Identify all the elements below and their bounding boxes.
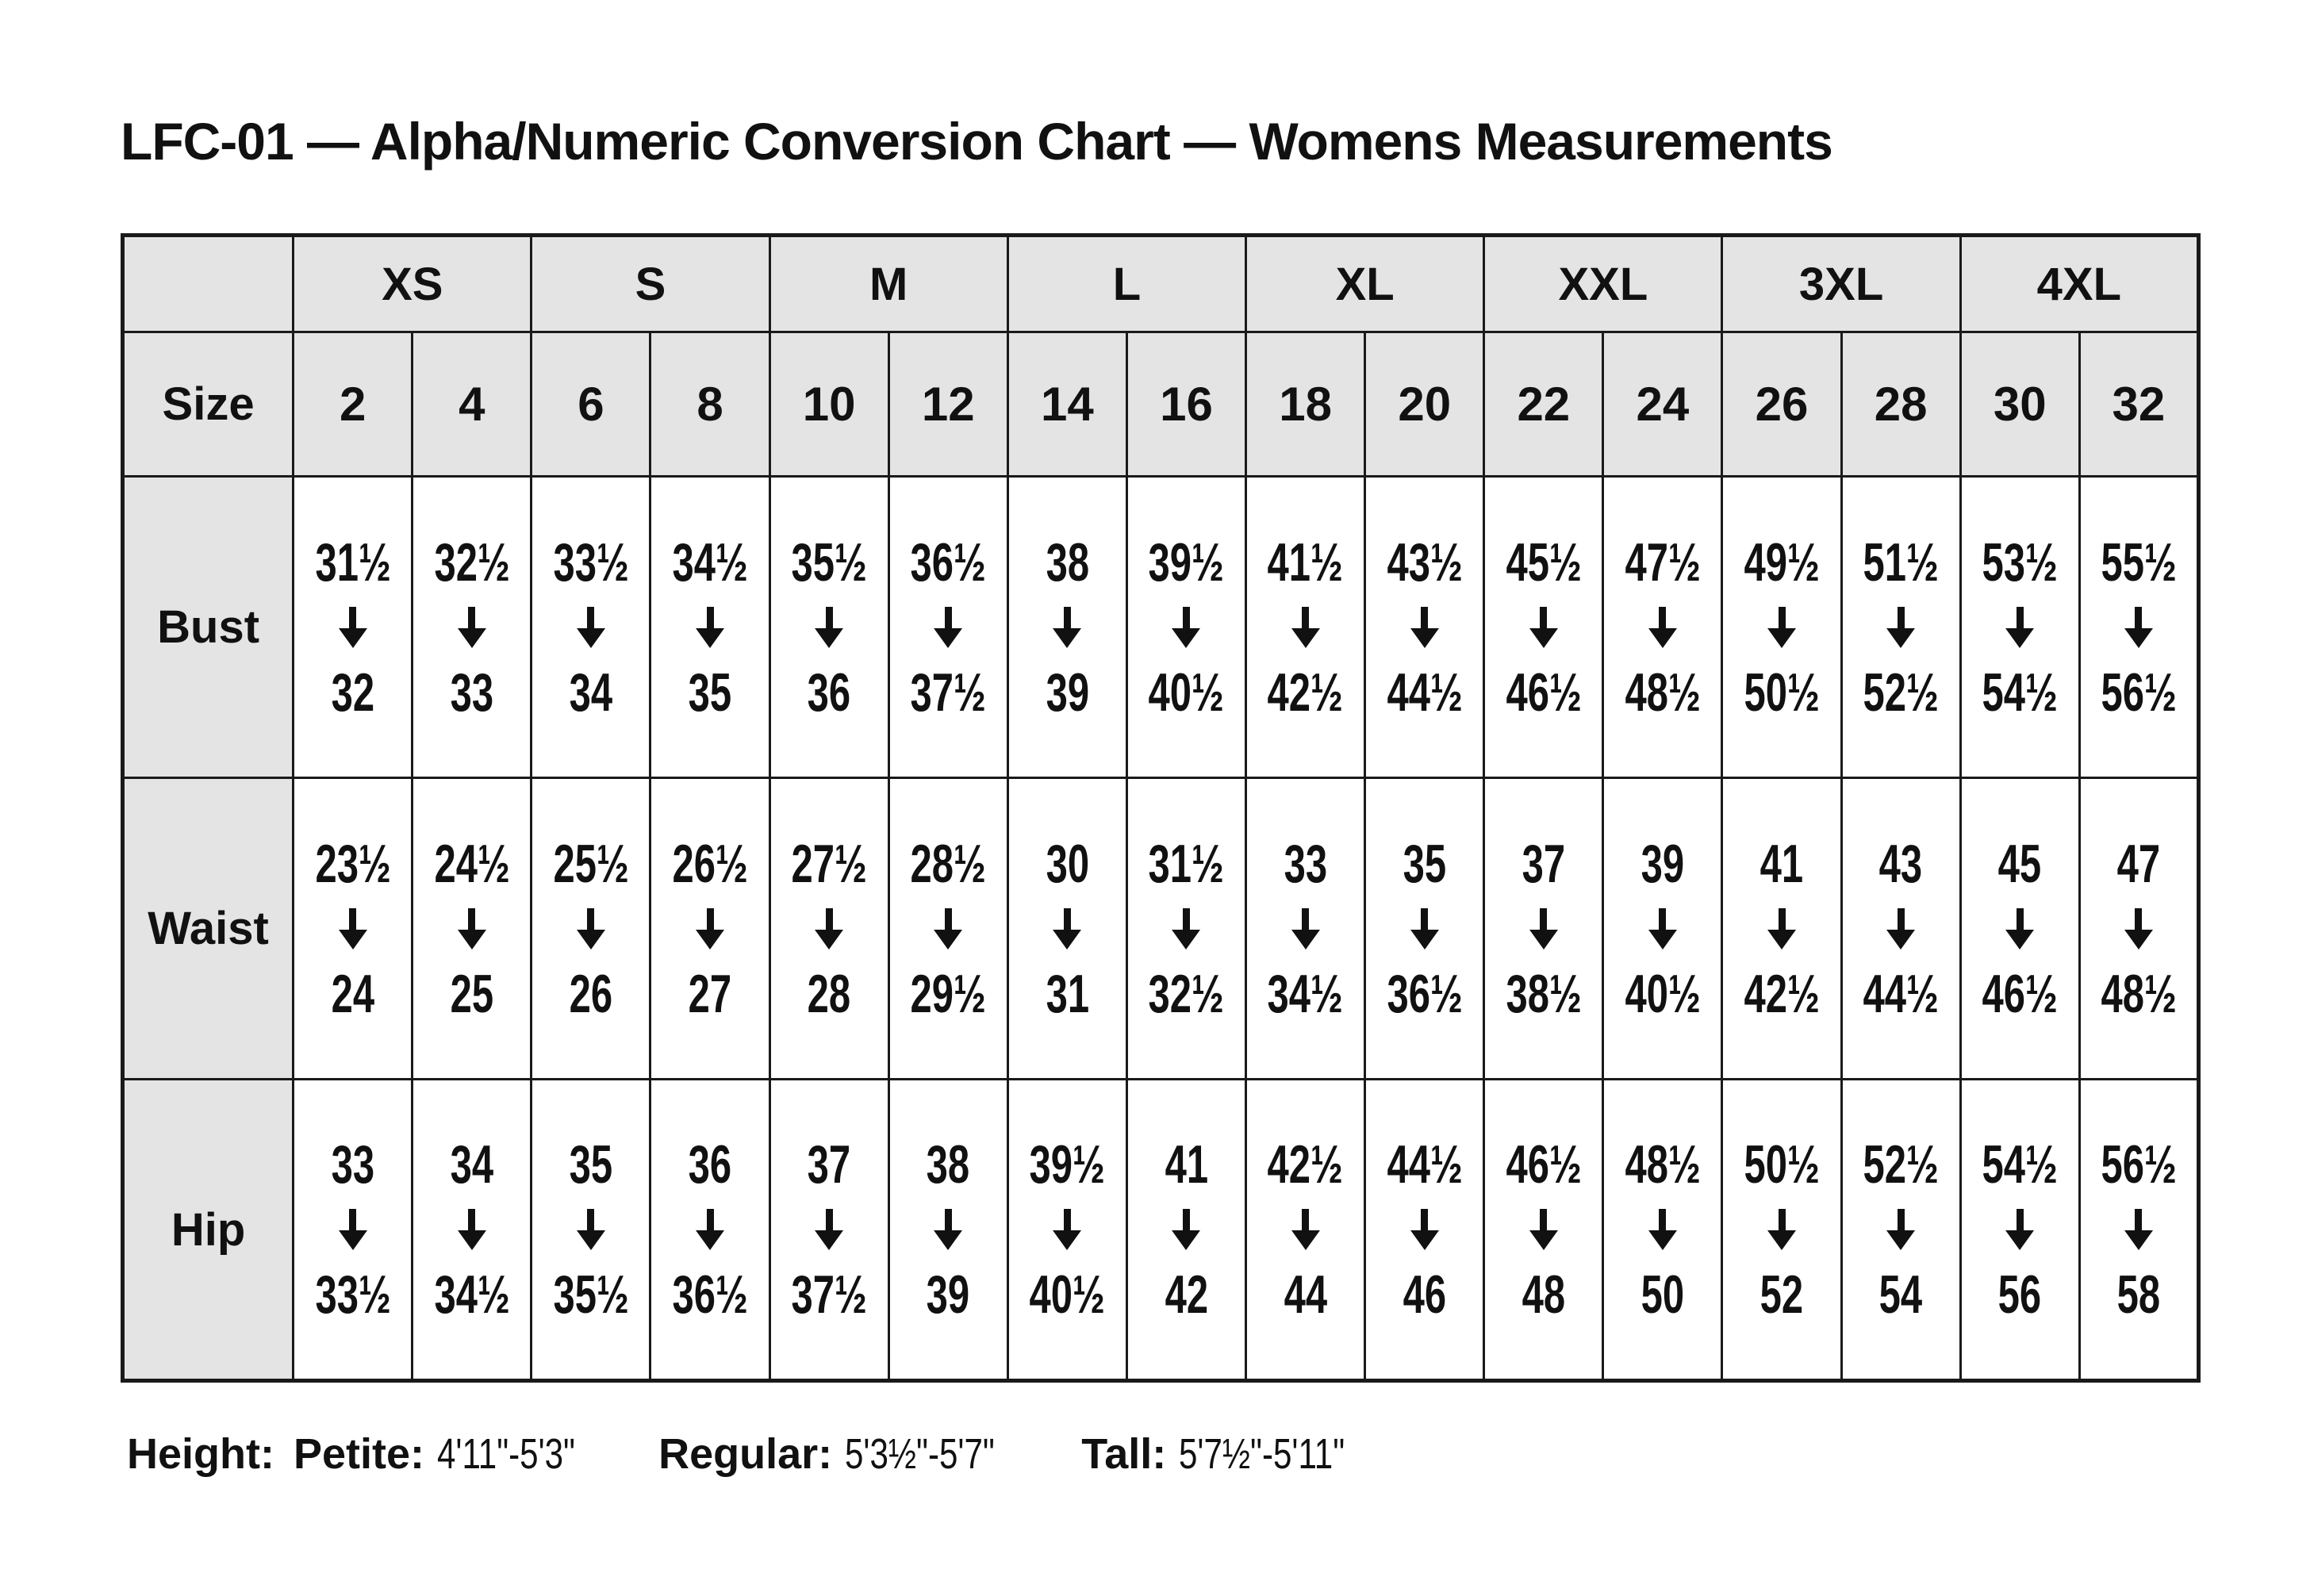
range-stack	[413, 531, 530, 723]
range-stack	[2081, 833, 2197, 1024]
range-to: 42½	[1267, 662, 1344, 723]
range-stack	[890, 531, 1007, 723]
cell-hip-18	[1246, 1080, 1365, 1381]
range-to: 50½	[1744, 662, 1820, 723]
cell-hip-28	[1841, 1080, 1960, 1381]
range-to: 28	[807, 963, 851, 1024]
range-stack	[1009, 531, 1126, 723]
numeric-size-header-14: 14	[1007, 332, 1126, 477]
range-from: 25½	[553, 833, 629, 894]
alpha-size-header-3xl: 3XL	[1722, 236, 1960, 332]
down-arrow-icon	[1886, 607, 1915, 648]
range-to: 37½	[910, 662, 986, 723]
range-from: 37	[1522, 833, 1566, 894]
down-arrow-icon	[1648, 607, 1677, 648]
range-from: 33	[1284, 833, 1327, 894]
numeric-size-header-row	[123, 332, 2199, 477]
numeric-size-header-8: 8	[650, 332, 769, 477]
range-stack	[1009, 1134, 1126, 1325]
range-stack	[771, 833, 888, 1024]
cell-waist-2	[294, 778, 413, 1080]
numeric-size-header-16: 16	[1126, 332, 1245, 477]
conversion-table	[121, 233, 2201, 1383]
range-from: 35	[569, 1134, 613, 1195]
range-stack	[771, 531, 888, 723]
cell-waist-12	[888, 778, 1007, 1080]
cell-hip-20	[1365, 1080, 1484, 1381]
range-stack	[1962, 833, 2078, 1024]
range-to: 36	[807, 662, 851, 723]
down-arrow-icon	[1529, 607, 1558, 648]
range-from: 33	[331, 1134, 374, 1195]
height-tall-segment	[1081, 1429, 1391, 1479]
range-to: 46½	[1506, 662, 1582, 723]
range-stack	[1604, 833, 1721, 1024]
down-arrow-icon	[577, 908, 605, 950]
range-from: 41	[1165, 1134, 1208, 1195]
cell-waist-10	[769, 778, 888, 1080]
range-to: 56½	[2101, 662, 2177, 723]
range-to: 33½	[315, 1264, 391, 1325]
cell-waist-20	[1365, 778, 1484, 1080]
range-to: 26	[569, 963, 613, 1024]
range-to: 46	[1403, 1264, 1446, 1325]
range-stack	[2081, 531, 2197, 723]
cell-waist-4	[413, 778, 531, 1080]
cell-hip-2	[294, 1080, 413, 1381]
range-stack	[651, 1134, 768, 1325]
down-arrow-icon	[1529, 1209, 1558, 1250]
range-to: 37½	[791, 1264, 867, 1325]
cell-bust-20	[1365, 477, 1484, 778]
range-from: 39½	[1148, 531, 1225, 593]
cell-bust-18	[1246, 477, 1365, 778]
range-stack	[1485, 531, 1602, 723]
height-petite-segment	[294, 1429, 614, 1479]
range-stack	[1485, 833, 1602, 1024]
range-from: 39	[1641, 833, 1685, 894]
range-to: 39	[927, 1264, 970, 1325]
range-from: 23½	[315, 833, 391, 894]
numeric-size-header-2: 2	[294, 332, 413, 477]
range-stack	[2081, 1134, 2197, 1325]
height-note	[127, 1429, 1391, 1479]
range-from: 49½	[1744, 531, 1820, 593]
petite-label: Petite:	[293, 1430, 425, 1478]
cell-waist-16	[1126, 778, 1245, 1080]
cell-hip-10	[769, 1080, 888, 1381]
down-arrow-icon	[1648, 908, 1677, 950]
cell-waist-22	[1484, 778, 1603, 1080]
numeric-size-header-10: 10	[769, 332, 888, 477]
down-arrow-icon	[339, 908, 367, 950]
down-arrow-icon	[577, 1209, 605, 1250]
cell-bust-16	[1126, 477, 1245, 778]
down-arrow-icon	[696, 1209, 724, 1250]
cell-waist-6	[531, 778, 650, 1080]
down-arrow-icon	[696, 607, 724, 648]
down-arrow-icon	[1410, 1209, 1439, 1250]
range-from: 45½	[1506, 531, 1582, 593]
down-arrow-icon	[1053, 607, 1081, 648]
alpha-size-header-4xl: 4XL	[1960, 236, 2198, 332]
range-from: 45	[1998, 833, 2042, 894]
range-from: 41½	[1267, 531, 1344, 593]
range-to: 50	[1641, 1264, 1685, 1325]
down-arrow-icon	[934, 1209, 962, 1250]
numeric-size-header-24: 24	[1603, 332, 1722, 477]
down-arrow-icon	[1410, 908, 1439, 950]
cell-hip-16	[1126, 1080, 1245, 1381]
range-stack	[532, 531, 649, 723]
cell-waist-26	[1722, 778, 1841, 1080]
down-arrow-icon	[2124, 908, 2153, 950]
range-stack	[413, 833, 530, 1024]
range-stack	[1247, 531, 1364, 723]
range-from: 43½	[1387, 531, 1463, 593]
down-arrow-icon	[1291, 1209, 1320, 1250]
range-from: 47½	[1625, 531, 1701, 593]
cell-bust-14	[1007, 477, 1126, 778]
range-to: 33	[450, 662, 494, 723]
range-to: 42	[1165, 1264, 1208, 1325]
range-stack	[1843, 833, 1959, 1024]
range-to: 48½	[2101, 963, 2177, 1024]
range-to: 32½	[1148, 963, 1225, 1024]
cell-bust-32	[2079, 477, 2198, 778]
measurement-row-hip	[123, 1080, 2199, 1381]
range-from: 31½	[1148, 833, 1225, 894]
range-from: 36½	[910, 531, 986, 593]
numeric-size-header-30: 30	[1960, 332, 2079, 477]
cell-hip-6	[531, 1080, 650, 1381]
range-to: 42½	[1744, 963, 1820, 1024]
down-arrow-icon	[1767, 908, 1796, 950]
range-to: 34½	[434, 1264, 510, 1325]
cell-bust-30	[1960, 477, 2079, 778]
range-to: 46½	[1982, 963, 2058, 1024]
down-arrow-icon	[2005, 1209, 2034, 1250]
down-arrow-icon	[458, 607, 486, 648]
range-from: 48½	[1625, 1134, 1701, 1195]
range-to: 38½	[1506, 963, 1582, 1024]
range-stack	[1962, 531, 2078, 723]
range-to: 52	[1759, 1264, 1804, 1325]
range-from: 41	[1759, 833, 1804, 894]
measurement-row-bust	[123, 477, 2199, 778]
range-from: 32½	[434, 531, 510, 593]
range-stack	[1247, 1134, 1364, 1325]
down-arrow-icon	[934, 908, 962, 950]
down-arrow-icon	[1172, 908, 1200, 950]
range-stack	[1247, 833, 1364, 1024]
range-stack	[1128, 1134, 1245, 1325]
numeric-size-header-22: 22	[1484, 332, 1603, 477]
down-arrow-icon	[458, 908, 486, 950]
tall-range: 5'7½"-5'11"	[1179, 1430, 1345, 1478]
cell-bust-4	[413, 477, 531, 778]
numeric-size-header-6: 6	[531, 332, 650, 477]
range-from: 27½	[791, 833, 867, 894]
range-stack	[1723, 531, 1840, 723]
range-stack	[1723, 1134, 1840, 1325]
range-stack	[771, 1134, 888, 1325]
range-to: 35½	[553, 1264, 629, 1325]
cell-waist-14	[1007, 778, 1126, 1080]
range-from: 55½	[2101, 531, 2177, 593]
range-to: 35	[688, 662, 732, 723]
numeric-size-header-32: 32	[2079, 332, 2198, 477]
range-to: 58	[2116, 1264, 2161, 1325]
corner-cell	[123, 236, 294, 332]
page-title: LFC-01 — Alpha/Numeric Conversion Chart — Womens Measurements	[121, 112, 1832, 171]
range-from: 38	[1046, 531, 1089, 593]
range-to: 40½	[1029, 1264, 1106, 1325]
down-arrow-icon	[1172, 607, 1200, 648]
tall-label: Tall:	[1081, 1430, 1167, 1478]
range-stack	[1723, 833, 1840, 1024]
range-from: 26½	[672, 833, 748, 894]
down-arrow-icon	[1172, 1209, 1200, 1250]
range-to: 29½	[910, 963, 986, 1024]
range-to: 52½	[1863, 662, 1939, 723]
range-stack	[532, 833, 649, 1024]
range-stack	[294, 1134, 411, 1325]
down-arrow-icon	[339, 1209, 367, 1250]
range-stack	[413, 1134, 530, 1325]
down-arrow-icon	[1291, 908, 1320, 950]
cell-hip-32	[2079, 1080, 2198, 1381]
alpha-size-header-xxl: XXL	[1484, 236, 1722, 332]
cell-bust-10	[769, 477, 888, 778]
down-arrow-icon	[696, 908, 724, 950]
cell-bust-24	[1603, 477, 1722, 778]
cell-waist-28	[1841, 778, 1960, 1080]
down-arrow-icon	[1886, 1209, 1915, 1250]
cell-waist-30	[1960, 778, 2079, 1080]
range-to: 36½	[672, 1264, 748, 1325]
range-to: 44	[1284, 1264, 1327, 1325]
range-from: 39½	[1029, 1134, 1106, 1195]
range-to: 24	[331, 963, 374, 1024]
down-arrow-icon	[1767, 1209, 1796, 1250]
alpha-size-header-l: L	[1007, 236, 1245, 332]
numeric-size-header-12: 12	[888, 332, 1007, 477]
down-arrow-icon	[815, 908, 843, 950]
down-arrow-icon	[458, 1209, 486, 1250]
range-stack	[294, 833, 411, 1024]
range-from: 34	[450, 1134, 494, 1195]
range-stack	[1485, 1134, 1602, 1325]
range-stack	[1128, 531, 1245, 723]
numeric-size-header-18: 18	[1246, 332, 1365, 477]
down-arrow-icon	[1053, 908, 1081, 950]
numeric-size-header-26: 26	[1722, 332, 1841, 477]
cell-hip-12	[888, 1080, 1007, 1381]
range-to: 25	[450, 963, 494, 1024]
down-arrow-icon	[1767, 607, 1796, 648]
down-arrow-icon	[1886, 908, 1915, 950]
down-arrow-icon	[815, 1209, 843, 1250]
range-stack	[890, 1134, 1007, 1325]
range-to: 31	[1046, 963, 1089, 1024]
petite-range: 4'11"-5'3"	[437, 1430, 576, 1478]
range-from: 34½	[672, 531, 748, 593]
down-arrow-icon	[2005, 908, 2034, 950]
range-to: 32	[331, 662, 374, 723]
cell-bust-26	[1722, 477, 1841, 778]
cell-waist-18	[1246, 778, 1365, 1080]
range-from: 35	[1403, 833, 1446, 894]
range-to: 48	[1522, 1264, 1566, 1325]
range-from: 28½	[910, 833, 986, 894]
range-to: 48½	[1625, 662, 1701, 723]
row-label-waist: Waist	[123, 778, 294, 1080]
range-stack	[1366, 531, 1483, 723]
range-from: 46½	[1506, 1134, 1582, 1195]
range-to: 34	[569, 662, 613, 723]
numeric-size-header-28: 28	[1841, 332, 1960, 477]
range-stack	[1962, 1134, 2078, 1325]
alpha-size-header-m: M	[769, 236, 1007, 332]
down-arrow-icon	[2124, 607, 2153, 648]
range-from: 33½	[553, 531, 629, 593]
alpha-size-header-xl: XL	[1246, 236, 1484, 332]
cell-waist-8	[650, 778, 769, 1080]
cell-bust-12	[888, 477, 1007, 778]
range-to: 36½	[1387, 963, 1463, 1024]
down-arrow-icon	[815, 607, 843, 648]
row-label-hip: Hip	[123, 1080, 294, 1381]
cell-bust-8	[650, 477, 769, 778]
range-stack	[1843, 531, 1959, 723]
down-arrow-icon	[1410, 607, 1439, 648]
range-from: 56½	[2101, 1134, 2177, 1195]
range-from: 36	[688, 1134, 732, 1195]
alpha-size-header-xs: XS	[294, 236, 531, 332]
range-from: 42½	[1267, 1134, 1344, 1195]
down-arrow-icon	[934, 607, 962, 648]
range-stack	[1604, 531, 1721, 723]
range-from: 37	[807, 1134, 851, 1195]
range-stack	[890, 833, 1007, 1024]
cell-hip-24	[1603, 1080, 1722, 1381]
regular-label: Regular:	[658, 1430, 833, 1478]
down-arrow-icon	[1053, 1209, 1081, 1250]
down-arrow-icon	[2124, 1209, 2153, 1250]
down-arrow-icon	[577, 607, 605, 648]
range-stack	[651, 531, 768, 723]
range-to: 34½	[1267, 963, 1344, 1024]
down-arrow-icon	[2005, 607, 2034, 648]
range-stack	[532, 1134, 649, 1325]
range-stack	[1009, 833, 1126, 1024]
size-row-label: Size	[123, 332, 294, 477]
range-stack	[651, 833, 768, 1024]
numeric-size-header-4: 4	[413, 332, 531, 477]
cell-hip-4	[413, 1080, 531, 1381]
range-from: 35½	[791, 531, 867, 593]
down-arrow-icon	[1529, 908, 1558, 950]
cell-hip-22	[1484, 1080, 1603, 1381]
range-from: 31½	[315, 531, 391, 593]
range-stack	[1128, 833, 1245, 1024]
cell-bust-28	[1841, 477, 1960, 778]
range-from: 44½	[1387, 1134, 1463, 1195]
range-to: 54½	[1982, 662, 2058, 723]
range-from: 54½	[1982, 1134, 2058, 1195]
range-to: 40½	[1148, 662, 1225, 723]
cell-waist-24	[1603, 778, 1722, 1080]
range-stack	[294, 531, 411, 723]
range-to: 27	[688, 963, 732, 1024]
range-from: 52½	[1863, 1134, 1939, 1195]
cell-bust-2	[294, 477, 413, 778]
regular-range: 5'3½"-5'7"	[845, 1430, 996, 1478]
range-stack	[1366, 833, 1483, 1024]
range-to: 39	[1046, 662, 1089, 723]
cell-waist-32	[2079, 778, 2198, 1080]
range-to: 40½	[1625, 963, 1701, 1024]
range-to: 54	[1878, 1264, 1923, 1325]
alpha-size-header-s: S	[531, 236, 769, 332]
row-label-bust: Bust	[123, 477, 294, 778]
range-stack	[1366, 1134, 1483, 1325]
height-regular-segment	[658, 1429, 1037, 1479]
range-from: 53½	[1982, 531, 2058, 593]
range-from: 47	[2116, 833, 2161, 894]
height-label: Height:	[127, 1430, 274, 1478]
range-from: 50½	[1744, 1134, 1820, 1195]
down-arrow-icon	[1648, 1209, 1677, 1250]
numeric-size-header-20: 20	[1365, 332, 1484, 477]
cell-hip-8	[650, 1080, 769, 1381]
cell-hip-14	[1007, 1080, 1126, 1381]
range-to: 56	[1998, 1264, 2042, 1325]
range-from: 43	[1878, 833, 1923, 894]
cell-bust-6	[531, 477, 650, 778]
range-stack	[1843, 1134, 1959, 1325]
range-stack	[1604, 1134, 1721, 1325]
range-from: 30	[1046, 833, 1089, 894]
cell-hip-26	[1722, 1080, 1841, 1381]
range-to: 44½	[1387, 662, 1463, 723]
range-from: 38	[927, 1134, 970, 1195]
range-from: 24½	[434, 833, 510, 894]
range-from: 51½	[1863, 531, 1939, 593]
range-to: 44½	[1863, 963, 1939, 1024]
cell-bust-22	[1484, 477, 1603, 778]
down-arrow-icon	[1291, 607, 1320, 648]
measurement-row-waist	[123, 778, 2199, 1080]
down-arrow-icon	[339, 607, 367, 648]
cell-hip-30	[1960, 1080, 2079, 1381]
alpha-size-header-row	[123, 236, 2199, 332]
